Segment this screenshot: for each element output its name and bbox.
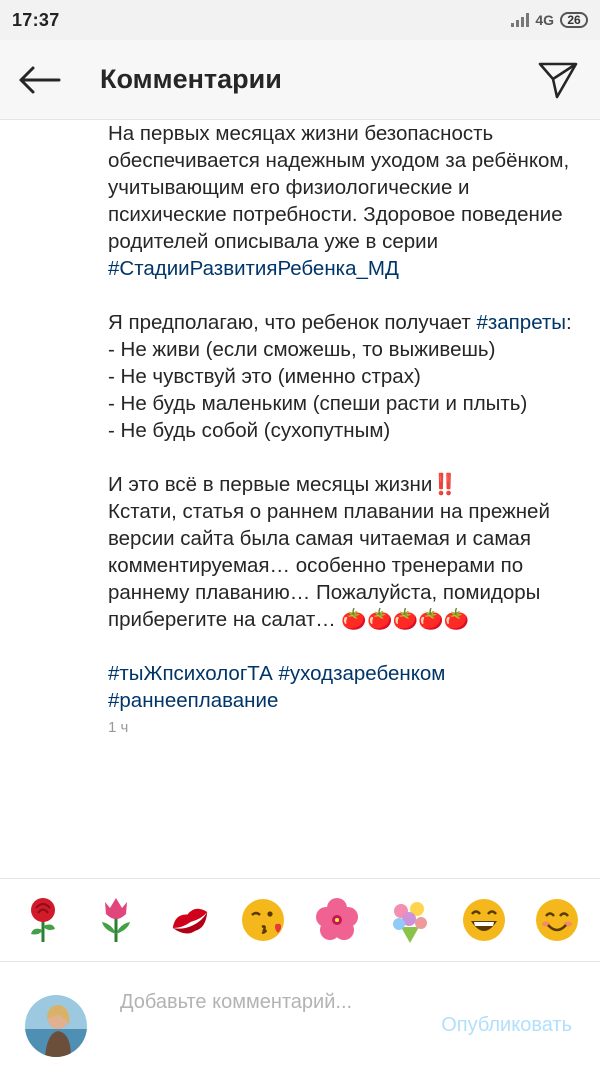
hashtag-link[interactable]: #уходзаребенком: [278, 662, 446, 685]
emoji-tulip-button[interactable]: [88, 892, 144, 948]
ban-item: - Не будь маленьким (спеши расти и плыть): [108, 392, 528, 415]
tomatoes-icon: 🍅🍅🍅🍅🍅: [341, 607, 470, 631]
emoji-smiling-face-button[interactable]: [529, 892, 585, 948]
status-time: 17:37: [12, 9, 60, 30]
tulip-icon: [96, 896, 136, 944]
comment-paragraph: Кстати, статья о раннем плавании на прежней версии сайта была самая читаемая и самая комментируемая… особенно тренерами по раннему плаванию… Пожалуйста, помидоры приберегите на салат… 🍅🍅🍅🍅🍅: [108, 500, 550, 631]
comment-composer: [0, 962, 600, 1066]
emoji-face-blowing-kiss-button[interactable]: [235, 892, 291, 948]
avatar: [25, 995, 87, 1057]
face-blowing-kiss-icon: [240, 897, 286, 943]
battery-icon: 26: [560, 12, 588, 28]
emoji-grinning-face-button[interactable]: [456, 892, 512, 948]
arrow-left-icon: [17, 65, 61, 95]
hibiscus-icon: [314, 897, 360, 943]
hashtags-line: [108, 660, 578, 687]
emoji-kiss-mark-button[interactable]: [162, 892, 218, 948]
comment-paragraph: Я предполагаю, что ребенок получает #запреты:: [108, 311, 572, 334]
emoji-hibiscus-button[interactable]: [309, 892, 365, 948]
app-header: [0, 40, 600, 120]
publish-button[interactable]: Опубликовать: [441, 1014, 572, 1036]
page-title: Комментарии: [100, 64, 282, 94]
comment-paragraph: На первых месяцах жизни безопасность обеспечивается надежным уходом за ребёнком, учитывающим его физиологические и психические потребности. Здоровое поведение родителей описывала уже в серии #СтадииРазвитияРебенка_МД: [108, 122, 570, 280]
double-exclamation-icon: ‼️: [432, 472, 458, 496]
ban-item: - Не будь собой (сухопутным): [108, 419, 391, 442]
comment-body: [108, 120, 578, 878]
emoji-bouquet-button[interactable]: [382, 892, 438, 948]
grinning-face-icon: [461, 897, 507, 943]
hashtag-link[interactable]: #СтадииРазвитияРебенка_МД: [108, 257, 399, 280]
bouquet-icon: [387, 897, 433, 943]
comment-timestamp: 1 ч: [108, 719, 129, 736]
signal-icon: [511, 13, 529, 27]
emoji-rose-button[interactable]: [15, 892, 71, 948]
rose-icon: [23, 896, 63, 944]
status-bar: [0, 0, 600, 40]
status-indicators: [511, 12, 588, 28]
kiss-mark-icon: [167, 900, 213, 940]
hashtag-link[interactable]: #запреты: [476, 311, 567, 334]
comment-input[interactable]: [120, 988, 390, 1046]
ban-item: - Не чувствуй это (именно страх): [108, 365, 421, 388]
emoji-quick-bar: [0, 878, 600, 962]
hashtags-line: [108, 687, 578, 714]
comment-paragraph: И это всё в первые месяцы жизни‼️: [108, 472, 458, 496]
network-type: 4G: [535, 12, 554, 28]
hashtag-link[interactable]: #тыЖпсихологТА: [108, 662, 273, 685]
ban-item: - Не живи (если сможешь, то выживешь): [108, 338, 496, 361]
direct-send-button[interactable]: [534, 58, 582, 102]
paper-plane-icon: [538, 61, 578, 99]
back-button[interactable]: [14, 58, 64, 102]
smiling-face-icon: [534, 897, 580, 943]
hashtag-link[interactable]: #раннееплавание: [108, 689, 279, 712]
